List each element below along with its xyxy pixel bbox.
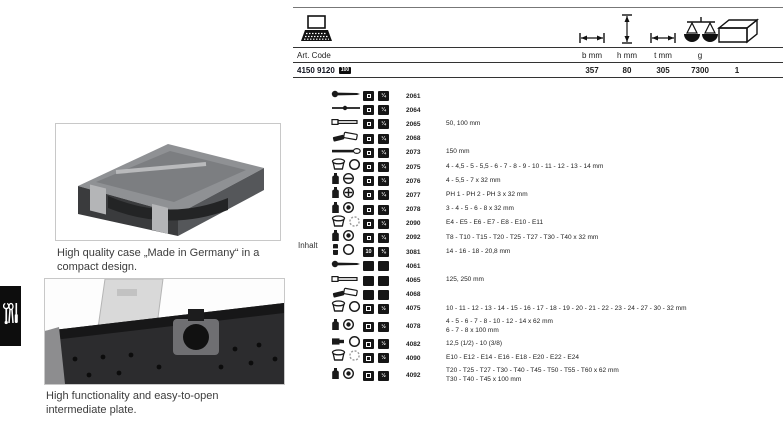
content-desc: 3 - 4 - 5 - 6 - 8 x 32 mm	[446, 205, 514, 213]
drive-6.3-square-icon	[363, 105, 374, 115]
content-row	[293, 288, 783, 302]
content-code: 2073	[406, 149, 421, 157]
drive-badges	[363, 176, 389, 186]
drive-size-badge: ¼	[378, 219, 389, 229]
depth-arrow-icon	[650, 32, 676, 44]
drive-12.5-square-icon	[363, 353, 374, 363]
content-code: 4065	[406, 277, 421, 285]
bit-icon	[331, 318, 340, 336]
tools-icon	[3, 292, 19, 341]
content-code: 4078	[406, 323, 421, 330]
spec-header-row	[293, 48, 783, 63]
content-desc: 12,5 (1/2) - 10 (3/8)	[446, 339, 502, 347]
content-row	[293, 316, 783, 337]
drive-badges	[363, 148, 389, 158]
drive-badge-icon	[378, 261, 389, 271]
value-h: 80	[622, 66, 632, 75]
drive-6.3-square-icon	[363, 176, 374, 186]
content-row	[293, 132, 783, 146]
content-desc: E4 - E5 - E6 - E7 - E8 - E10 - E11	[446, 219, 544, 227]
drive-badges	[363, 353, 389, 363]
socket-icon	[331, 349, 346, 367]
drive-size-badge: ¼	[378, 233, 389, 243]
scale-icon	[683, 16, 719, 44]
content-row	[293, 146, 783, 160]
drive-6.3-square-icon	[363, 233, 374, 243]
drive-badges	[363, 105, 389, 115]
col-t-label: t mm	[654, 51, 672, 60]
inhalt-label: Inhalt	[298, 241, 318, 250]
content-row	[293, 365, 783, 386]
drive-size-badge: ¼	[378, 105, 389, 115]
drive-badges	[363, 304, 389, 314]
photo-intermediate-plate	[44, 278, 285, 385]
art-code-100-badge: 100	[340, 67, 350, 73]
drive-6.3-square-icon	[363, 148, 374, 158]
content-code: 2068	[406, 135, 421, 143]
spec-value-row	[293, 63, 783, 78]
drive-badges	[363, 162, 389, 172]
content-code: 2065	[406, 120, 421, 128]
drive-badges	[363, 219, 389, 229]
content-row	[293, 259, 783, 273]
value-qty: 1	[734, 66, 740, 75]
content-row	[293, 117, 783, 131]
drive-badges	[363, 339, 389, 349]
content-desc: 150 mm	[446, 148, 470, 156]
content-desc: E10 - E12 - E14 - E16 - E18 - E20 - E22 - E24	[446, 353, 579, 361]
content-code: 2064	[406, 106, 421, 114]
spec-icon-row	[293, 7, 783, 48]
drive-6.3-square-icon	[363, 119, 374, 129]
content-row	[293, 188, 783, 202]
drive-size-badge: ½	[378, 322, 389, 332]
drive-badges	[363, 119, 389, 129]
drive-badge-icon	[363, 276, 374, 286]
drive-size-badge: 10	[363, 247, 374, 257]
content-row	[293, 351, 783, 365]
content-row	[293, 302, 783, 316]
content-code: 2092	[406, 234, 421, 242]
drive-size-badge: ¼	[378, 176, 389, 186]
content-code: 4061	[406, 262, 421, 270]
ring-icon	[348, 300, 361, 318]
height-arrow-icon	[621, 14, 633, 44]
drive-size-badge: ¼	[378, 205, 389, 215]
drive-badges	[363, 134, 389, 144]
content-code: 4090	[406, 354, 421, 362]
content-code: 2061	[406, 92, 421, 100]
content-row	[293, 203, 783, 217]
laptop-icon	[299, 14, 333, 44]
content-code: 2076	[406, 177, 421, 185]
width-arrow-icon	[579, 32, 605, 44]
content-row	[293, 174, 783, 188]
value-g: 7300	[691, 66, 709, 75]
drive-6.3-square-icon	[363, 162, 374, 172]
bit-icon	[331, 367, 340, 385]
drive-size-badge: ¼	[378, 134, 389, 144]
drive-12.5-square-icon	[363, 304, 374, 314]
content-row	[293, 103, 783, 117]
photo-closed-case	[55, 123, 281, 241]
dotcircle-icon	[342, 367, 355, 385]
spec-table	[293, 0, 783, 386]
drive-12.5-square-icon	[363, 322, 374, 332]
content-code: 2090	[406, 220, 421, 228]
drive-6.3-square-icon	[363, 205, 374, 215]
drive-size-badge: ½	[378, 304, 389, 314]
value-t: 305	[656, 66, 670, 75]
drive-badge-icon	[363, 261, 374, 271]
box-icon	[717, 18, 759, 44]
drive-size-badge: ½	[378, 353, 389, 363]
drive-size-badge: ⅜	[378, 247, 389, 257]
content-code: 4075	[406, 305, 421, 313]
drive-size-badge: ½	[378, 371, 389, 381]
drive-badges	[363, 190, 389, 200]
drive-size-badge: ½	[378, 339, 389, 349]
content-row	[293, 160, 783, 174]
drive-badges	[363, 290, 389, 300]
category-tab	[0, 286, 21, 346]
drive-badges	[363, 91, 389, 101]
col-g-label: g	[697, 51, 703, 60]
art-code-label: Art. Code	[297, 51, 331, 60]
drive-12.5-square-icon	[363, 371, 374, 381]
drive-badges	[363, 261, 389, 271]
drive-size-badge: ¼	[378, 162, 389, 172]
content-row	[293, 337, 783, 351]
col-h-label: h mm	[617, 51, 637, 60]
content-code: 2078	[406, 206, 421, 214]
drive-size-badge: ¼	[378, 148, 389, 158]
drive-6.3-square-icon	[363, 91, 374, 101]
drive-6.3-square-icon	[363, 134, 374, 144]
content-desc: T20 - T25 - T27 - T30 - T40 - T45 - T50 - T55 - T60 x 62 mm T30 - T40 - T45 x 100 mm	[446, 367, 619, 383]
drive-badges	[363, 276, 389, 286]
drive-12.5-square-icon	[363, 339, 374, 349]
content-row	[293, 89, 783, 103]
drive-6.3-square-icon	[363, 190, 374, 200]
drive-badges	[363, 247, 389, 257]
drive-size-badge: ¼	[378, 190, 389, 200]
content-row	[293, 245, 783, 259]
drive-badge-icon	[378, 276, 389, 286]
content-desc: 4 - 4,5 - 5 - 5,5 - 6 - 7 - 8 - 9 - 10 - 11 - 12 - 13 - 14 mm	[446, 162, 604, 170]
caption-plate: High functionality and easy-to-open intermediate plate.	[46, 390, 219, 417]
content-row	[293, 217, 783, 231]
content-desc: PH 1 - PH 2 - PH 3 x 32 mm	[446, 191, 528, 199]
content-desc: 14 - 16 - 18 - 20,8 mm	[446, 247, 511, 255]
drive-badges	[363, 233, 389, 243]
caption-case: High quality case „Made in Germany“ in a compact design.	[57, 247, 260, 274]
etorx-icon	[348, 349, 361, 367]
contents-list	[293, 89, 783, 386]
content-desc: 4 - 5,5 - 7 x 32 mm	[446, 176, 501, 184]
drive-badge-icon	[378, 290, 389, 300]
art-code-text: 4150 9120	[297, 66, 335, 75]
content-code: 3081	[406, 248, 421, 256]
content-code: 4068	[406, 291, 421, 299]
drive-badge-icon	[363, 290, 374, 300]
drive-badges	[363, 205, 389, 215]
dotcircle-icon	[342, 318, 355, 336]
content-desc: 4 - 5 - 6 - 7 - 8 - 10 - 12 - 14 x 62 mm 6 - 7 - 8 x 100 mm	[446, 317, 553, 334]
content-desc: T8 - T10 - T15 - T20 - T25 - T27 - T30 - T40 x 32 mm	[446, 233, 599, 241]
drive-badges	[363, 371, 389, 381]
content-code: 4082	[406, 340, 421, 348]
drive-6.3-square-icon	[363, 219, 374, 229]
value-b: 357	[585, 66, 599, 75]
content-code: 2077	[406, 191, 421, 199]
socket-icon	[331, 300, 346, 318]
content-row	[293, 273, 783, 287]
content-desc: 125, 250 mm	[446, 276, 484, 284]
content-desc: 10 - 11 - 12 - 13 - 14 - 15 - 16 - 17 - 18 - 19 - 20 - 21 - 22 - 23 - 24 - 27 - 30 - 32 mm	[446, 304, 687, 312]
drive-size-badge: ¼	[378, 119, 389, 129]
drive-badges	[363, 322, 389, 332]
content-code: 4092	[406, 372, 421, 380]
art-code-value	[297, 66, 351, 75]
drive-size-badge: ¼	[378, 91, 389, 101]
content-desc: 50, 100 mm	[446, 120, 481, 128]
content-code: 2075	[406, 163, 421, 171]
col-b-label: b mm	[582, 51, 602, 60]
content-row	[293, 231, 783, 245]
